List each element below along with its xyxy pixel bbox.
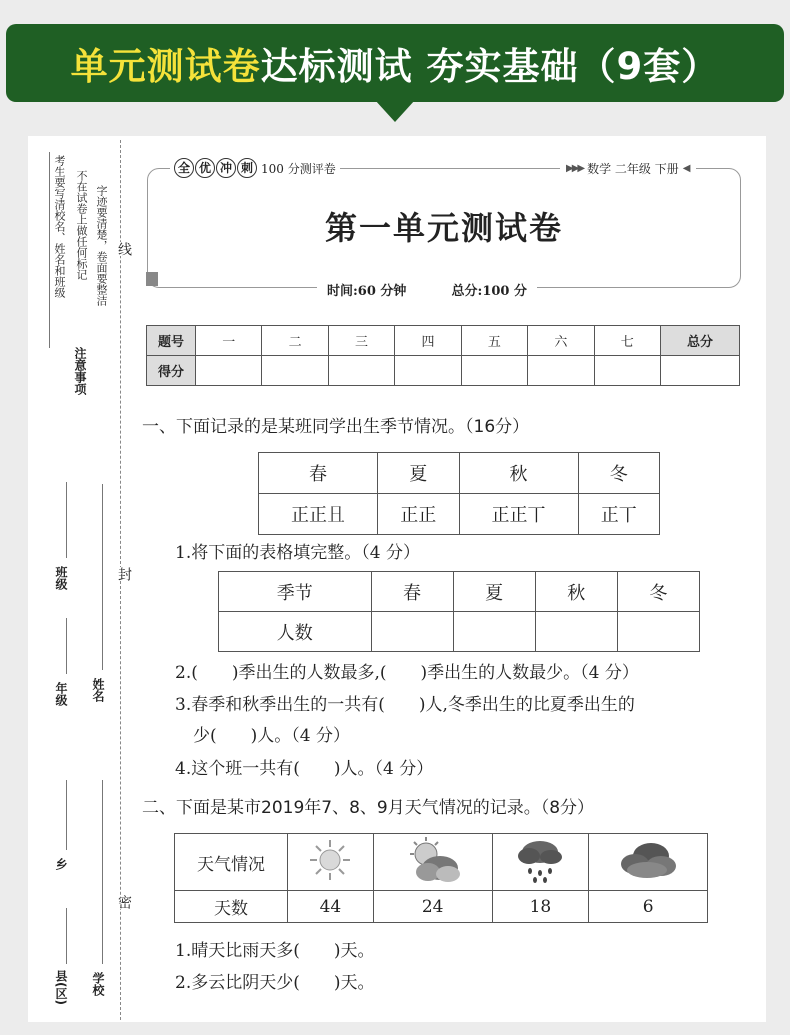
- exam-meta: [317, 280, 537, 299]
- fill-header-spring: 春: [371, 572, 453, 612]
- notice-bracket-line: [49, 152, 50, 348]
- score-col-total: 总分: [661, 326, 740, 356]
- exam-title: 第一单元测试卷: [324, 209, 563, 247]
- days-overcast: 6: [589, 891, 708, 923]
- score-cell[interactable]: [528, 356, 594, 386]
- days-sunny: 44: [288, 891, 374, 923]
- fill-header-summer: 夏: [453, 572, 535, 612]
- score-cell[interactable]: [461, 356, 527, 386]
- exam-time: 时间:60 分钟: [327, 284, 407, 299]
- fill-header-row: [219, 572, 700, 612]
- section1-title: 一、下面记录的是某班同学出生季节情况。（16分）: [142, 417, 530, 437]
- overcast-icon: [617, 838, 679, 882]
- score-col-7: 七: [594, 326, 660, 356]
- field-grade-label: 年级: [54, 682, 68, 706]
- banner-title-highlight: 单元测试卷: [70, 45, 261, 88]
- days-rain: 18: [492, 891, 589, 923]
- seal-char-line: 线: [116, 242, 132, 256]
- grade-tag: [560, 160, 696, 177]
- banner-pointer: [375, 100, 415, 122]
- question-2-1: 1.晴天比雨天多( )天。: [175, 941, 375, 961]
- score-col-4: 四: [395, 326, 461, 356]
- score-table: [146, 325, 740, 386]
- question-1-3: 3.春季和秋季出生的一共有( )人,冬季出生的比夏季出生的: [175, 695, 635, 715]
- arrow-right-icon: ▶▶▶: [566, 163, 584, 174]
- tally-summer: 正正: [378, 494, 459, 535]
- section2-title: 二、下面是某市2019年7、8、9月天气情况的记录。（8分）: [142, 798, 595, 818]
- field-school-label: 学校: [91, 972, 105, 996]
- field-township-line[interactable]: [66, 780, 67, 850]
- notice-line-2: 不在试卷上做任何标记: [75, 170, 88, 280]
- score-cell[interactable]: [328, 356, 394, 386]
- banner-title-rest: 达标测试 夯实基础（9套）: [260, 45, 720, 88]
- score-col-2: 二: [262, 326, 328, 356]
- seal-char-secret: 密: [116, 895, 132, 909]
- field-township-label: 乡: [54, 858, 68, 870]
- fill-row-label: 人数: [219, 612, 372, 652]
- season-spring: 春: [259, 453, 378, 494]
- weather-row-label: 天气情况: [175, 834, 288, 891]
- question-1-3-cont: 少( )人。（4 分）: [193, 726, 350, 746]
- field-school-line[interactable]: [102, 780, 103, 964]
- field-county-line[interactable]: [66, 908, 67, 964]
- seal-char-seal: 封: [116, 567, 132, 581]
- tally-winter: 正丅: [578, 494, 659, 535]
- score-header-row: [147, 326, 740, 356]
- tally-spring: 正正𠀇: [259, 494, 378, 535]
- question-2-2: 2.多云比阴天少( )天。: [175, 973, 375, 993]
- brand-suffix: 100 分测评卷: [261, 161, 336, 176]
- weather-days-row: [175, 891, 708, 923]
- score-cell[interactable]: [262, 356, 328, 386]
- score-cell[interactable]: [395, 356, 461, 386]
- grade-text: 数学 二年级 下册: [587, 162, 679, 176]
- score-row-label: 得分: [147, 356, 196, 386]
- banner-bar: [6, 24, 784, 102]
- exam-total: 总分:100 分: [451, 284, 527, 299]
- fill-answer-cell[interactable]: [453, 612, 535, 652]
- score-col-1: 一: [196, 326, 262, 356]
- score-cell[interactable]: [196, 356, 262, 386]
- sunny-icon: [308, 838, 352, 882]
- notice-label: 注意事项: [73, 347, 87, 395]
- score-col-6: 六: [528, 326, 594, 356]
- fill-answer-cell[interactable]: [617, 612, 699, 652]
- weather-icon-row: [175, 834, 708, 891]
- brand-char-3: 冲: [216, 158, 236, 178]
- score-cell-total[interactable]: [661, 356, 740, 386]
- weather-cell-sunny: [288, 834, 374, 891]
- brand-char-2: 优: [195, 158, 215, 178]
- field-grade-line[interactable]: [66, 618, 67, 674]
- season-autumn: 秋: [459, 453, 578, 494]
- score-col-label: 题号: [147, 326, 196, 356]
- season-winter: 冬: [578, 453, 659, 494]
- field-class-line[interactable]: [66, 482, 67, 558]
- field-class-label: 班级: [54, 566, 68, 590]
- banner-title: [71, 36, 720, 90]
- brand-char-4: 刺: [237, 158, 257, 178]
- days-row-label: 天数: [175, 891, 288, 923]
- season-row: [259, 453, 660, 494]
- fill-count-row: [219, 612, 700, 652]
- field-name-line[interactable]: [102, 484, 103, 670]
- fill-header-winter: 冬: [617, 572, 699, 612]
- rain-icon: [515, 836, 565, 884]
- notice-line-1: 考生要写清校名、姓名和班级: [53, 155, 66, 298]
- season-summer: 夏: [378, 453, 459, 494]
- score-value-row: [147, 356, 740, 386]
- question-1-4: 4.这个班一共有( )人。（4 分）: [175, 759, 434, 779]
- fill-answer-cell[interactable]: [371, 612, 453, 652]
- fill-answer-cell[interactable]: [535, 612, 617, 652]
- season-tally-table: [258, 452, 660, 535]
- promo-banner: [6, 24, 784, 104]
- weather-cell-overcast: [589, 834, 708, 891]
- tally-autumn: 正正丅: [459, 494, 578, 535]
- question-1-1: 1.将下面的表格填完整。（4 分）: [175, 543, 420, 563]
- partly-cloudy-icon: [402, 836, 464, 884]
- field-name-label: 姓名: [91, 678, 105, 702]
- fill-header-label: 季节: [219, 572, 372, 612]
- days-partly-cloudy: 24: [373, 891, 492, 923]
- question-1-2: 2.( )季出生的人数最多,( )季出生的人数最少。（4 分）: [175, 663, 639, 683]
- weather-cell-partly-cloudy: [373, 834, 492, 891]
- tally-row: [259, 494, 660, 535]
- weather-table: [174, 833, 708, 923]
- corner-mark: [146, 272, 158, 286]
- fill-header-autumn: 秋: [535, 572, 617, 612]
- field-county-label: 县(区): [54, 970, 68, 1005]
- score-cell[interactable]: [594, 356, 660, 386]
- brand-char-1: 全: [174, 158, 194, 178]
- weather-cell-rain: [492, 834, 589, 891]
- score-col-3: 三: [328, 326, 394, 356]
- season-fill-table: [218, 571, 700, 652]
- score-col-5: 五: [461, 326, 527, 356]
- notice-line-3: 字迹要清楚，卷面要整洁: [95, 185, 108, 306]
- brand-tag: [170, 158, 340, 178]
- arrow-left-icon: ◀: [682, 163, 691, 174]
